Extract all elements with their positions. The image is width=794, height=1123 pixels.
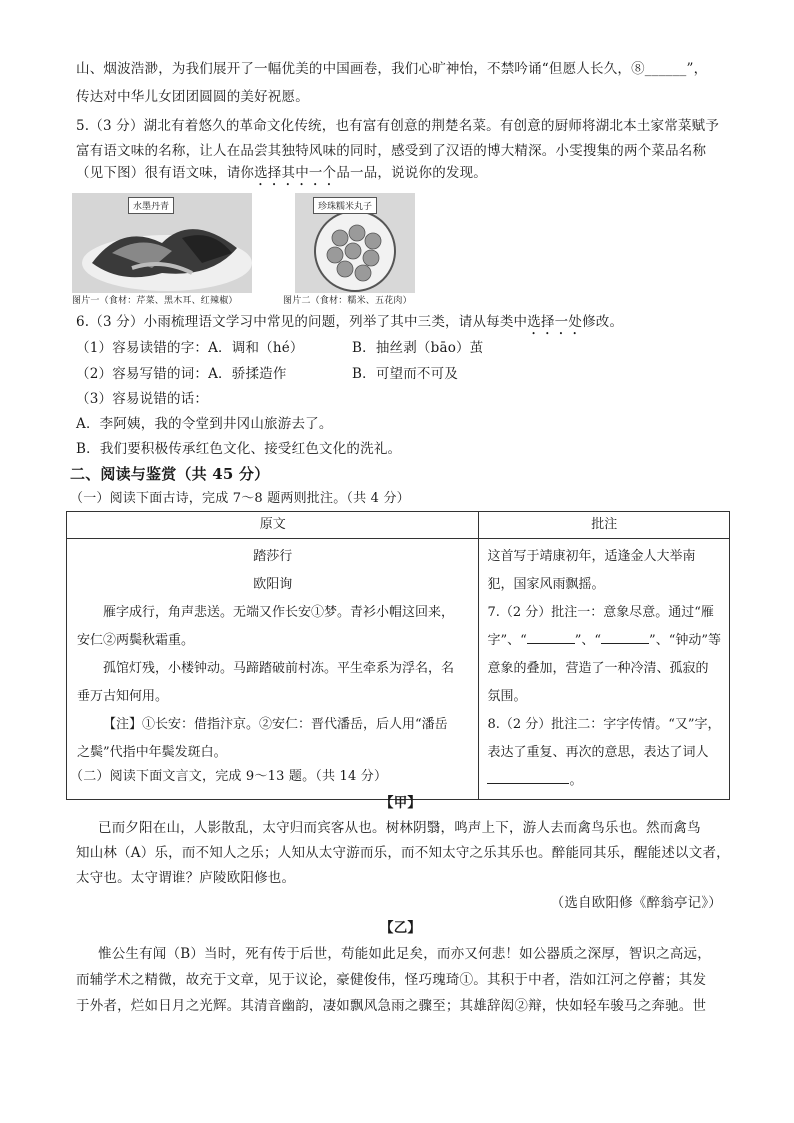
emphasis-text: 选择一处	[527, 314, 583, 330]
q6-item-1: （1）容易读错的字：A．调和（hé）	[76, 340, 304, 356]
part-1-instruction: （一）阅读下面古诗，完成 7～8 题两则批注。（共 4 分）	[70, 491, 410, 506]
q6-item-2: （2）容易写错的词：A．骄揉造作	[76, 366, 287, 382]
passage-jia-line: 已而夕阳在山，人影散乱，太守归而宾客从也。树林阴翳，鸣声上下，游人去而禽鸟乐也。然而禽鸟	[98, 820, 701, 836]
image-caption-1: 图片一（食材：芹菜、黑木耳、红辣椒）	[72, 296, 238, 306]
q6-line-1: 6.（3 分）小雨梳理语文学习中常见的问题，列举了其中三类，请从每类中选择一处修改。	[76, 314, 624, 330]
q6-item-3-a: A．李阿姨，我的令堂到井冈山旅游去了。	[76, 416, 333, 432]
annotation-line: 字”、“ ”、“ ”、“钟动”等	[487, 627, 721, 655]
dish-image-2	[295, 193, 415, 293]
dish-name-label: 水墨丹青	[128, 197, 174, 214]
annotation-line: 氛围。	[487, 689, 527, 704]
answer-blank[interactable]	[487, 769, 569, 784]
passage-jia-line: 太守也。太守谓谁？庐陵欧阳修也。	[76, 870, 296, 886]
passage-jia-line: 知山林（A）乐，而不知人之乐；人知从太守游而乐，而不知太守之乐其乐也。醉能同其乐，醒能述以文者，	[76, 845, 730, 861]
image-caption-2: 图片二（食材：糯米、五花肉）	[283, 296, 412, 306]
q5-line-2: 富有语文味的名称，让人在品尝其独特风味的同时，感受到了汉语的博大精深。小雯搜集的两个菜品名称	[76, 143, 707, 159]
dish-image-1	[72, 193, 252, 293]
q6-item-1-b: B．抽丝剥（bāo）茧	[352, 340, 484, 356]
intro-line-1: 山、烟波浩渺，为我们展开了一幅优美的中国画卷，我们心旷神怡，不禁吟诵“但愿人长久，⑧______”，	[76, 61, 708, 77]
q5-line-3: （见下图）很有语文味，请你选择其中一个品一品，说说你的发现。	[76, 165, 488, 181]
poem-note: 之鬓”代指中年鬓发斑白。	[77, 745, 227, 760]
emphasis-text: 选择其中一个	[254, 165, 337, 181]
q6-item-3: （3）容易说错的话：	[76, 391, 209, 407]
annotation-line: 意象的叠加，营造了一种冷清、孤寂的	[487, 661, 709, 676]
answer-blank[interactable]	[601, 629, 649, 644]
passage-yi-line: 于外者，烂如日月之光辉。其清音幽韵，凄如飘风急雨之骤至；其雄辞闳②辩，快如轻车骏马之奔驰。世	[76, 998, 707, 1014]
intro-line-2: 传达对中华儿女团团圆圆的美好祝愿。	[76, 89, 309, 105]
section-heading: 二、阅读与鉴赏（共 45 分）	[70, 465, 270, 483]
table-header-original: 原文	[67, 512, 479, 539]
annotation-line: 这首写于靖康初年，适逢金人大举南	[487, 549, 696, 564]
q6-item-3-b: B．我们要积极传承红色文化、接受红色文化的洗礼。	[76, 441, 402, 457]
q6-item-2-b: B．可望而不可及	[352, 366, 459, 382]
annotation-line: 8.（2 分）批注二：字字传情。“又”字，	[487, 717, 721, 732]
poem-cell	[67, 539, 479, 800]
poem-note: 【注】①长安：借指汴京。②安仁：晋代潘岳，后人用“潘岳	[103, 717, 448, 732]
poem-author: 欧阳询	[253, 577, 293, 592]
annotation-line: 。	[487, 767, 721, 795]
part-2-instruction: （二）阅读下面文言文，完成 9～13 题。（共 14 分）	[70, 769, 388, 784]
poem-line: 雁字成行，角声悲送。无端又作长安①梦。青衫小帽这回来，	[103, 605, 455, 620]
poem-line: 孤馆灯残，小楼钟动。马蹄踏破前村冻。平生牵系为浮名，名	[103, 661, 455, 676]
poem-line: 安仁②两鬓秋霜重。	[77, 633, 195, 648]
annotation-line: 表达了重复、再次的意思，表达了词人	[487, 745, 709, 760]
passage-jia-title: 【甲】	[380, 795, 422, 811]
answer-blank[interactable]	[527, 629, 575, 644]
annotation-cell	[479, 539, 730, 800]
poem-annotation-table	[66, 511, 730, 800]
passage-yi-line: 惟公生有闻（B）当时，死有传于后世，苟能如此足矣，而亦又何悲！如公器质之深厚，智识之高远，	[98, 946, 711, 962]
q5-line-1: 5.（3 分）湖北有着悠久的革命文化传统，也有富有创意的荆楚名菜。有创意的厨师将湖北本土家常菜赋予	[76, 118, 720, 134]
annotation-line: 犯，国家风雨飘摇。	[487, 577, 605, 592]
passage-jia-source: （选自欧阳修《醉翁亭记》）	[550, 895, 722, 911]
dish-name-label: 珍珠糯米丸子	[313, 197, 377, 214]
passage-yi-line: 而辅学术之精微，故充于文章，见于议论，豪健俊伟，怪巧瑰琦①。其积于中者，浩如江河之停蓄；其发	[76, 972, 707, 988]
table-header-annotation: 批注	[479, 512, 730, 539]
poem-title: 踏莎行	[253, 549, 293, 564]
poem-line: 垂万古知何用。	[77, 689, 169, 704]
annotation-line: 7.（2 分）批注一：意象尽意。通过“雁	[487, 605, 714, 620]
passage-yi-title: 【乙】	[380, 920, 422, 936]
